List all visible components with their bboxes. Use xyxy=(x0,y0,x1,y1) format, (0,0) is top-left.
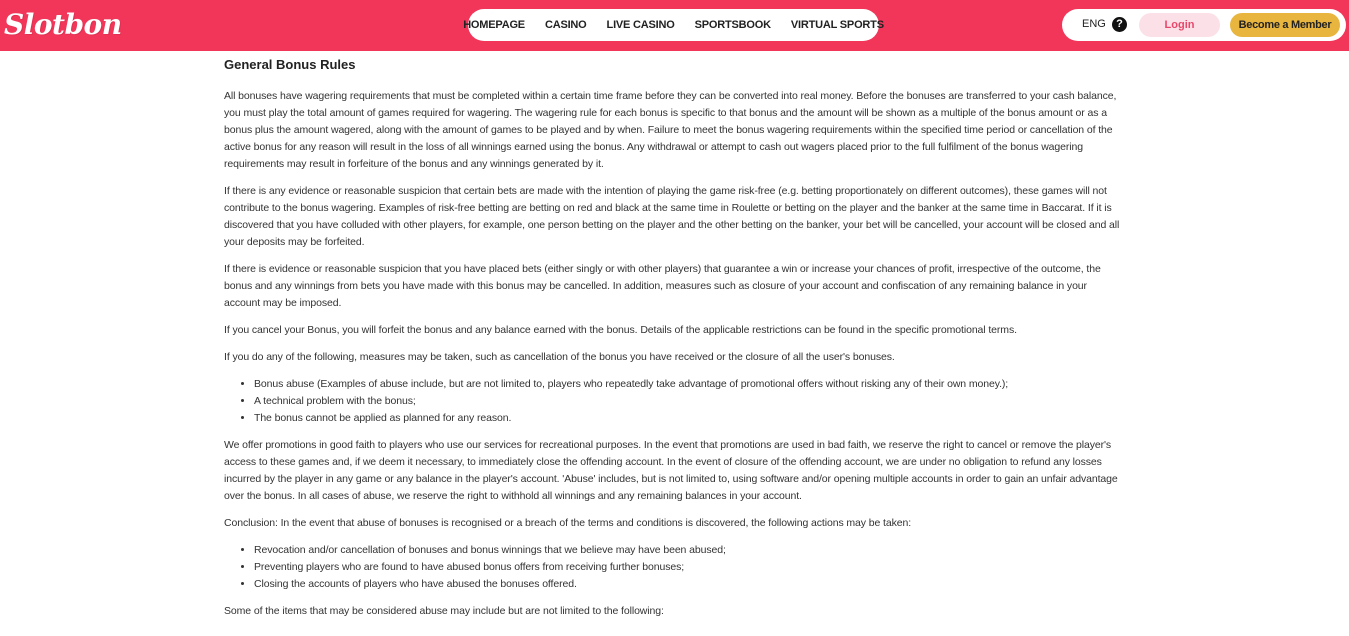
login-button[interactable]: Login xyxy=(1139,13,1220,37)
paragraph-abuse-items: Some of the items that may be considered abuse may include but are not limited to the following: xyxy=(224,605,664,617)
paragraph-guaranteed-win: If there is evidence or reasonable suspicion that you have placed bets (either singly or with other players) that guarantee a win or increase your chances of profit, irrespective of the outcome, the bonus and any winnings from bets you have made with this bonus may be cancelled. In addition, measures such as closure of your account and confiscation of any remaining balance in your account may be imposed. xyxy=(224,263,1101,309)
paragraph-measures: If you do any of the following, measures may be taken, such as cancellation of the bonus you have received or the closure of all the user's bonuses. xyxy=(224,351,895,363)
list-item: • Bonus abuse (Examples of abuse include, but are not limited to, players who repeatedly take advantage of promotional offers without risking any of their own money.); xyxy=(254,376,1124,393)
list-item: • Revocation and/or cancellation of bonuses and bonus winnings that we believe may have been abused; xyxy=(254,542,1124,559)
nav-virtual-sports[interactable]: VIRTUAL SPORTS xyxy=(790,19,884,31)
nav-casino[interactable]: CASINO xyxy=(544,19,587,31)
help-icon[interactable]: ? xyxy=(1112,17,1127,32)
paragraph-cancel-bonus: If you cancel your Bonus, you will forfeit the bonus and any balance earned with the bonus. Details of the applicable restrictions can be found in the specific promotional terms. xyxy=(224,324,1017,336)
paragraph-good-faith: We offer promotions in good faith to players who use our services for recreational purposes. In the event that promotions are used in bad faith, we reserve the right to cancel or remove the player's access to these games and, if we deem it necessary, to immediately close the offending account. In the event of closure of the offending account, we are under no obligation to refund any losses incurred by the player in any game or any balance in the player's account. 'Abuse' includes, but is not limited to, using software and/or opening multiple accounts in order to gain an unfair advantage over the bonus. In all cases of abuse, we reserve the right to withhold all winnings and any remaining balances in your account. xyxy=(224,439,1118,502)
user-actions xyxy=(1062,9,1346,41)
paragraph-conclusion: Conclusion: In the event that abuse of bonuses is recognised or a breach of the terms and conditions is discovered, the following actions may be taken: xyxy=(224,517,912,529)
language-selector[interactable]: ENG xyxy=(1082,18,1106,30)
nav-sportsbook[interactable]: SPORTSBOOK xyxy=(694,19,771,31)
nav-live-casino[interactable]: LIVE CASINO xyxy=(606,19,675,31)
list-item: • Preventing players who are found to have abused bonus offers from receiving further bonuses; xyxy=(254,559,1124,576)
become-member-button[interactable]: Become a Member xyxy=(1230,13,1340,37)
list-item: • Closing the accounts of players who have abused the bonuses offered. xyxy=(254,576,1124,593)
paragraph-wagering: All bonuses have wagering requirements that must be completed within a certain time frame before they can be converted into real money. Before the bonuses are transferred to your cash balance, you must play the total amount of games required for wagering. The wagering rule for each bonus is specific to that bonus and the amount will be shown as a multiple of the bonus amount or as a bonus plus the amount wagered, along with the amount of games to be played and by when. Failure to meet the bonus wagering requirements within the specified time period or cancellation of the active bonus for any reason will result in the loss of all winnings earned using the bonus. Any withdrawal or attempt to cash out wagers placed prior to the full fulfilment of the bonus wagering requirements may result in forfeiture of the bonus and any winnings generated by it. xyxy=(224,90,1117,170)
nav-homepage[interactable]: HOMEPAGE xyxy=(463,19,525,31)
top-navigation-bar xyxy=(0,0,1349,51)
main-nav xyxy=(463,9,884,41)
bonus-rules-article xyxy=(224,57,1124,630)
list-item: • A technical problem with the bonus; xyxy=(254,393,1124,410)
paragraph-risk-free: If there is any evidence or reasonable suspicion that certain bets are made with the intention of playing the game risk-free (e.g. betting proportionately on different outcomes), these games will not contribute to the bonus wagering. Examples of risk-free betting are betting on red and black at the same time in Roulette or betting on the player and the banker at the same time in Baccarat. If it is discovered that you have colluded with other players, for example, one person betting on the player and the other betting on the banker, your bet will be cancelled, your account will be closed and all your deposits may be forfeited. xyxy=(224,185,1120,248)
slotbon-logo[interactable]: Slotbon xyxy=(4,8,122,41)
actions-list xyxy=(254,542,1124,593)
list-item: • The bonus cannot be applied as planned for any reason. xyxy=(254,410,1124,427)
page-title: General Bonus Rules xyxy=(224,57,356,72)
measures-list xyxy=(254,376,1124,427)
